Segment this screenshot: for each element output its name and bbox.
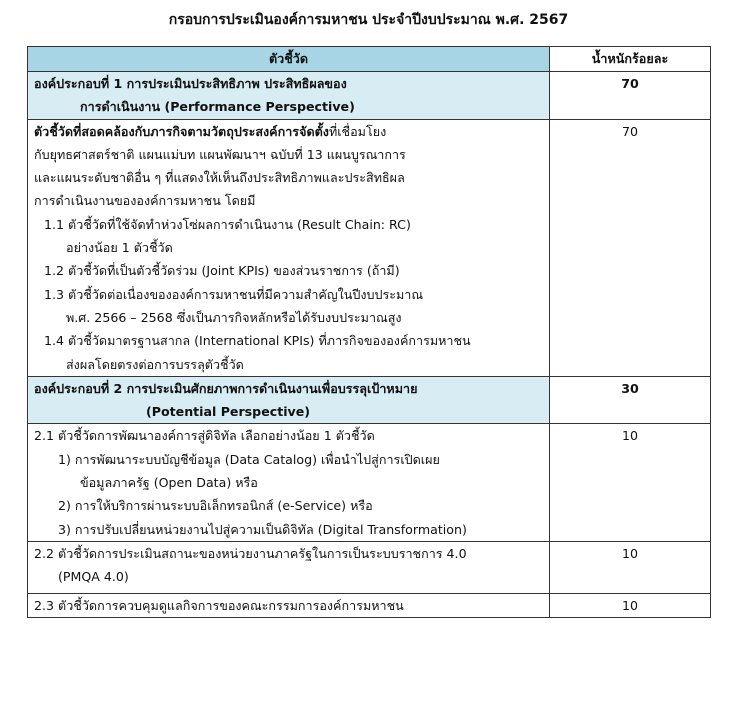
component-1-line-2: การดำเนินงาน (Performance Perspective)	[80, 99, 355, 115]
indicator-2-1-sub-1-line-2: ข้อมูลภาครัฐ (Open Data) หรือ	[80, 475, 258, 491]
indicator-1-line-4: การดำเนินงานขององค์การมหาชน โดยมี	[34, 193, 256, 209]
indicator-2-1-description	[28, 424, 550, 541]
component-2-line-2: (Potential Perspective)	[146, 404, 311, 420]
item-1-4-line-2: ส่งผลโดยตรงต่อการบรรลุตัวชี้วัด	[66, 356, 244, 372]
indicator-2-3-description	[28, 593, 550, 617]
item-1-1-line-1: 1.1 ตัวชี้วัดที่ใช้จัดทำห่วงโซ่ผลการดำเนินงาน (Result Chain: RC)	[44, 216, 411, 232]
indicator-2-1-sub-2: 2) การให้บริการผ่านระบบอิเล็กทรอนิกส์ (e-Service) หรือ	[58, 498, 373, 514]
indicator-2-1-row	[28, 424, 711, 541]
indicator-1-description	[28, 119, 550, 376]
header-weight: น้ำหนักร้อยละ	[550, 47, 711, 72]
indicator-2-2-line-1: 2.2 ตัวชี้วัดการประเมินสถานะของหน่วยงานภาครัฐในการเป็นระบบราชการ 4.0	[34, 545, 467, 561]
indicator-2-3-weight: 10	[550, 593, 711, 617]
component-1-line-1: องค์ประกอบที่ 1 การประเมินประสิทธิภาพ ประสิทธิผลของ	[34, 76, 347, 91]
item-1-1-line-2: อย่างน้อย 1 ตัวชี้วัด	[66, 240, 173, 256]
indicator-1-line-3: และแผนระดับชาติอื่น ๆ ที่แสดงให้เห็นถึงประสิทธิภาพและประสิทธิผล	[34, 170, 405, 186]
component-1-weight: 70	[550, 72, 711, 120]
item-1-3-line-1: 1.3 ตัวชี้วัดต่อเนื่องขององค์การมหาชนที่มีความสำคัญในปีงบประมาณ	[44, 286, 424, 302]
component-2-label	[28, 376, 550, 424]
document-title: กรอบการประเมินองค์การมหาชน ประจำปีงบประมาณ พ.ศ. 2567	[168, 12, 569, 28]
indicator-1-rest-text: ที่เชื่อมโยง	[328, 123, 387, 139]
component-2-row	[28, 376, 711, 424]
indicator-2-2-row	[28, 541, 711, 593]
table-header-row	[28, 47, 711, 72]
item-1-2: 1.2 ตัวชี้วัดที่เป็นตัวชี้วัดร่วม (Joint KPIs) ของส่วนราชการ (ถ้ามี)	[44, 263, 400, 279]
item-1-3-line-2: พ.ศ. 2566 – 2568 ซึ่งเป็นภารกิจหลักหรือได้รับงบประมาณสูง	[66, 309, 402, 325]
indicator-1-row	[28, 119, 711, 376]
indicator-1-weight: 70	[550, 119, 711, 376]
indicator-1-line-2: กับยุทธศาสตร์ชาติ แผนแม่บท แผนพัฒนาฯ ฉบับที่ 13 แผนบูรณาการ	[34, 146, 406, 162]
indicator-2-2-line-2: (PMQA 4.0)	[58, 569, 129, 585]
indicator-2-2-description	[28, 541, 550, 593]
indicator-2-1-line-1: 2.1 ตัวชี้วัดการพัฒนาองค์การสู่ดิจิทัล เลือกอย่างน้อย 1 ตัวชี้วัด	[34, 428, 375, 444]
indicator-2-3-row	[28, 593, 711, 617]
evaluation-framework-table	[27, 46, 711, 618]
component-2-weight: 30	[550, 376, 711, 424]
component-1-row	[28, 72, 711, 120]
indicator-2-3-line-1: 2.3 ตัวชี้วัดการควบคุมดูแลกิจการของคณะกรรมการองค์การมหาชน	[34, 597, 404, 613]
header-indicator: ตัวชี้วัด	[28, 47, 550, 72]
indicator-2-1-sub-1-line-1: 1) การพัฒนาระบบบัญชีข้อมูล (Data Catalog) เพื่อนำไปสู่การเปิดเผย	[58, 451, 440, 467]
component-2-line-1: องค์ประกอบที่ 2 การประเมินศักยภาพการดำเนินงานเพื่อบรรลุเป้าหมาย	[34, 380, 418, 396]
indicator-2-1-weight: 10	[550, 424, 711, 541]
item-1-4-line-1: 1.4 ตัวชี้วัดมาตรฐานสากล (International KPIs) ที่ภารกิจขององค์การมหาชน	[44, 333, 471, 349]
component-1-label	[28, 72, 550, 120]
indicator-2-2-weight: 10	[550, 541, 711, 593]
indicator-1-bold-text: ตัวชี้วัดที่สอดคล้องกับภารกิจตามวัตถุประสงค์การจัดตั้ง	[34, 123, 329, 139]
indicator-2-1-sub-3: 3) การปรับเปลี่ยนหน่วยงานไปสู่ความเป็นดิจิทัล (Digital Transformation)	[58, 521, 467, 537]
indicator-1-line-1	[34, 120, 543, 143]
